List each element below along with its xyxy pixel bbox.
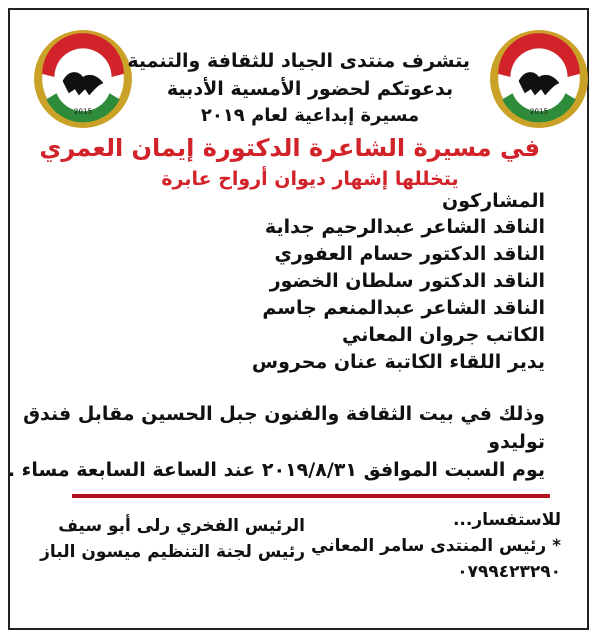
svg-text:2015: 2015: [529, 106, 549, 116]
forum-logo-left: [32, 28, 134, 130]
header-line-3: مسيرة إبداعية لعام ٢٠١٩: [200, 105, 420, 126]
moderator-line: يدير اللقاء الكاتبة عنان محروس: [251, 351, 545, 373]
forum-logo-right: [488, 28, 590, 130]
participant-item: الكاتب جروان المعاني: [342, 324, 545, 346]
divider-line: [72, 494, 550, 498]
participant-item: الناقد الدكتور سلطان الخضور: [269, 270, 545, 292]
participants-heading: المشاركون: [442, 190, 545, 212]
organizing-committee-head: رئيس لجنة التنظيم ميسون الباز: [40, 542, 305, 562]
participant-item: الناقد الدكتور حسام العفوري: [274, 243, 545, 265]
forum-president-contact: * رئيس المنتدى سامر المعاني: [311, 536, 561, 556]
venue-line-2: توليدو: [488, 431, 545, 453]
inquiries-label: للاستفسار...: [452, 510, 561, 530]
participant-item: الناقد الشاعر عبدالرحيم جداية: [264, 216, 545, 238]
phone-number: ٠٧٩٩٤٢٣٢٩٠: [457, 562, 561, 582]
venue-line-1: وذلك في بيت الثقافة والفنون جبل الحسين مقابل فندق: [23, 403, 545, 425]
header-line-2: بدعوتكم لحضور الأمسية الأدبية: [166, 78, 454, 100]
event-date-time: يوم السبت الموافق ٢٠١٩/٨/٣١ عند الساعة السابعة مساء .: [7, 459, 545, 481]
participant-item: الناقد الشاعر عبدالمنعم جاسم: [262, 297, 545, 319]
header-line-1: يتشرف منتدى الجياد للثقافة والتنمية: [127, 50, 470, 72]
invitation-card: [8, 8, 589, 630]
honorary-president: الرئيس الفخري رلى أبو سيف: [58, 516, 305, 536]
event-title: في مسيرة الشاعرة الدكتورة إيمان العمري: [39, 134, 540, 162]
svg-text:2015: 2015: [73, 106, 93, 116]
event-subtitle: يتخللها إشهار ديوان أرواح عابرة: [161, 168, 459, 190]
